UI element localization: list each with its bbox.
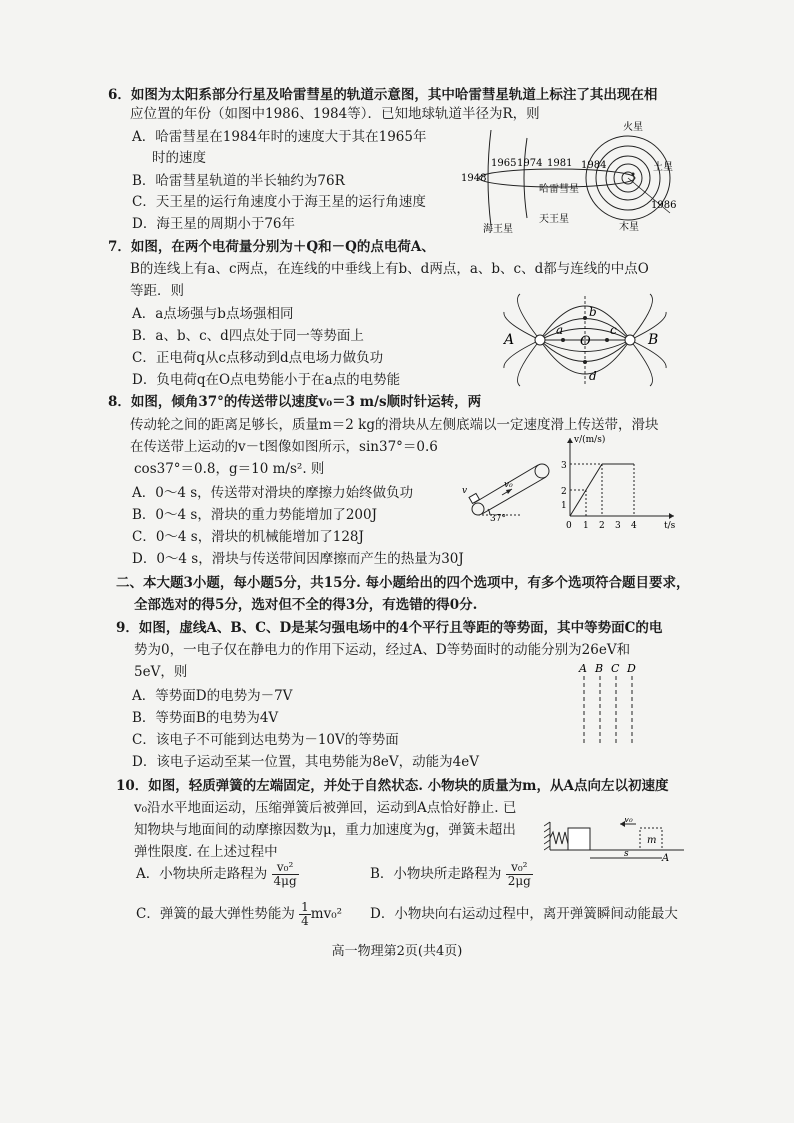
vt-ytick-1: 1 xyxy=(561,501,567,511)
point-a-label: a xyxy=(556,323,564,337)
point-d-label: d xyxy=(589,369,597,383)
neptune-orbit-arc xyxy=(488,130,491,226)
q10-stem-line3: 知物块与地面间的动摩擦因数为μ，重力加速度为g，弹簧未超出 xyxy=(134,822,516,838)
distance-s-label: s xyxy=(624,849,629,859)
section2-heading-line1: 二、本大题3小题，每小题5分，共15分. 每小题给出的四个选项中，有多个选项符合题目要求， xyxy=(116,575,690,591)
uranus-orbit-arc xyxy=(524,138,527,218)
q10-option-c-suffix: mv₀² xyxy=(310,906,343,922)
q9-stem-line3: 5eV，则 xyxy=(134,664,188,680)
q7-stem-line2: B的连线上有a、c两点，在连线的中垂线上有b、d两点，a、b、c、d都与连线的中点O xyxy=(130,261,649,277)
plane-c-label: C xyxy=(611,662,620,675)
vt-ytick-2: 2 xyxy=(561,487,567,497)
q9-option-a: A．等势面D的电势为－7V xyxy=(132,688,293,704)
vt-y-axis-title: v/(m/s) xyxy=(574,435,606,445)
q7-option-d: D．负电荷q在O点电势能小于在a点的电势能 xyxy=(132,372,401,388)
q8-stem-line3: 在传送带上运动的v－t图像如图所示，sin37°＝0.6 xyxy=(130,439,438,455)
vt-xtick-4: 4 xyxy=(631,521,637,530)
section2-heading-line2: 全部选对的得5分，选对但不全的得3分，有选错的得0分. xyxy=(134,597,478,613)
q10-stem-line2: v₀沿水平地面运动，压缩弹簧后被弹回，运动到A点恰好静止. 已 xyxy=(134,800,517,816)
initial-velocity-label: v₀ xyxy=(624,818,633,825)
block-mass-label: m xyxy=(647,835,657,846)
q8-stem-line4: cos37°＝0.8，g＝10 m/s². 则 xyxy=(134,461,325,477)
charge-a-label: A xyxy=(504,332,515,348)
year-1981-label: 1981 xyxy=(547,158,573,169)
year-1974-label: 1974 xyxy=(517,158,543,169)
q7-option-c: C．正电荷q从c点移动到d点电场力做负功 xyxy=(132,350,384,366)
q9-stem-line1: 9．如图，虚线A、B、C、D是某匀强电场中的4个平行且等距的等势面，其中等势面C的电 xyxy=(116,620,663,636)
q8-option-c: C．0～4 s，滑块的机械能增加了128J xyxy=(132,529,364,545)
q6-option-b: B．哈雷彗星轨道的半长轴约为76R xyxy=(132,173,345,189)
halley-label: 哈雷彗星 xyxy=(539,184,579,195)
vt-x-axis-title: t/s xyxy=(664,521,676,530)
q10-stem-line4: 弹性限度. 在上述过程中 xyxy=(134,844,278,860)
q10-option-c-numerator: 1 xyxy=(301,900,309,914)
year-1986-label: 1986 xyxy=(651,200,677,211)
plane-a-label: A xyxy=(579,662,587,675)
q10-option-c-denominator: 4 xyxy=(301,914,309,928)
vt-ytick-3: 3 xyxy=(561,461,567,471)
uranus-label: 天王星 xyxy=(539,214,569,225)
q10-option-a-denominator: 4μg xyxy=(273,874,297,888)
q7-stem-line3: 等距．则 xyxy=(130,283,184,299)
q10-option-b-denominator: 2μg xyxy=(507,874,531,888)
q8-vt-graph xyxy=(556,432,686,530)
vt-xtick-3: 3 xyxy=(615,521,621,530)
page-footer: 高一物理第2页(共4页) xyxy=(331,944,463,959)
q8-stem-line1: 8．如图，倾角37°的传送带以速度v₀＝3 m/s顺时针运转，两 xyxy=(108,394,482,410)
point-o-label: O xyxy=(580,334,591,349)
q10-option-c xyxy=(136,900,342,928)
q8-conveyor-diagram xyxy=(462,455,552,525)
block-compressed xyxy=(568,828,590,850)
q10-stem-line1: 10．如图，轻质弹簧的左端固定，并处于自然状态. 小物块的质量为m，从A点向左以初速度 xyxy=(116,778,669,794)
q7-option-b: B．a、b、c、d四点处于同一等势面上 xyxy=(132,328,364,344)
q10-option-b-text: B．小物块所走路程为 xyxy=(370,866,502,882)
point-c-label: c xyxy=(610,323,617,337)
q8-option-d: D．0～4 s，滑块与传送带间因摩擦而产生的热量为30J xyxy=(132,551,464,567)
angle-37-label: 37° xyxy=(490,514,506,524)
q10-option-d: D．小物块向右运动过程中，离开弹簧瞬间动能最大 xyxy=(370,906,678,922)
charge-b-label: B xyxy=(648,332,659,348)
q8-option-b: B．0～4 s，滑块的重力势能增加了200J xyxy=(132,507,377,523)
point-a-label: A xyxy=(662,853,670,864)
q10-option-a-text: A．小物块所走路程为 xyxy=(136,866,268,882)
q10-option-b-numerator: v₀² xyxy=(506,861,533,875)
spring xyxy=(550,832,568,844)
q6-option-a: A．哈雷彗星在1984年时的速度大于其在1965年 xyxy=(132,129,427,145)
q8-stem-line2: 传动轮之间的距离足够长，质量m＝2 kg的滑块从左侧底端以一定速度滑上传送带，滑块 xyxy=(130,417,659,433)
q8-option-a: A．0～4 s，传送带对滑块的摩擦力始终做负功 xyxy=(132,485,414,501)
q9-option-b: B．等势面B的电势为4V xyxy=(132,710,279,726)
slider-v-label: v xyxy=(462,486,468,496)
q9-option-c: C．该电子不可能到达电势为－10V的等势面 xyxy=(132,732,399,748)
q10-option-c-fraction xyxy=(299,901,311,928)
plane-b-label: B xyxy=(595,662,604,675)
jupiter-label: 木星 xyxy=(619,222,639,233)
q9-equipotential-diagram xyxy=(572,660,652,750)
q7-option-a: A．a点场强与b点场强相同 xyxy=(132,306,294,322)
q10-spring-block-diagram xyxy=(544,818,686,864)
q10-option-c-text: C．弹簧的最大弹性势能为 xyxy=(136,906,295,922)
q10-option-b-fraction xyxy=(506,861,533,888)
year-1965-label: 1965 xyxy=(491,158,517,169)
q10-option-a-fraction xyxy=(272,861,299,888)
neptune-label: 海王星 xyxy=(483,224,513,235)
q7-stem-line1: 7．如图，在两个电荷量分别为＋Q和－Q的点电荷A、 xyxy=(108,239,435,255)
q6-option-a-cont: 时的速度 xyxy=(152,150,206,166)
q9-option-d: D．该电子运动至某一位置，其电势能为8eV，动能为4eV xyxy=(132,754,479,770)
vt-xtick-2: 2 xyxy=(599,521,605,530)
q6-stem-line2: 应位置的年份（如图中1986、1984等）．已知地球轨道半径为R，则 xyxy=(130,106,540,122)
plane-d-label: D xyxy=(627,662,636,675)
year-1984-label: 1984 xyxy=(581,160,607,171)
vt-xtick-1: 1 xyxy=(583,521,589,530)
q7-dipole-field-diagram xyxy=(500,292,670,388)
q10-option-b xyxy=(370,860,533,888)
q10-option-a xyxy=(136,860,299,888)
q6-option-c: C．天王星的运行角速度小于海王星的运行角速度 xyxy=(132,194,426,210)
belt-v0-label: v₀ xyxy=(504,480,513,490)
q6-orbit-diagram xyxy=(455,118,685,236)
q6-stem-line1: 6．如图为太阳系部分行星及哈雷彗星的轨道示意图，其中哈雷彗星轨道上标注了其出现在相 xyxy=(108,87,658,103)
mars-label: 火星 xyxy=(623,122,643,133)
year-1948-label: 1948 xyxy=(461,173,487,184)
saturn-label: 土星 xyxy=(653,162,673,173)
point-b-label: b xyxy=(589,305,597,319)
vt-xtick-0: 0 xyxy=(566,521,572,530)
q6-option-d: D．海王星的周期小于76年 xyxy=(132,216,296,232)
q9-stem-line2: 势为0，一电子仅在静电力的作用下运动，经过A、D等势面时的动能分别为26eV和 xyxy=(134,642,631,658)
q10-option-a-numerator: v₀² xyxy=(272,861,299,875)
